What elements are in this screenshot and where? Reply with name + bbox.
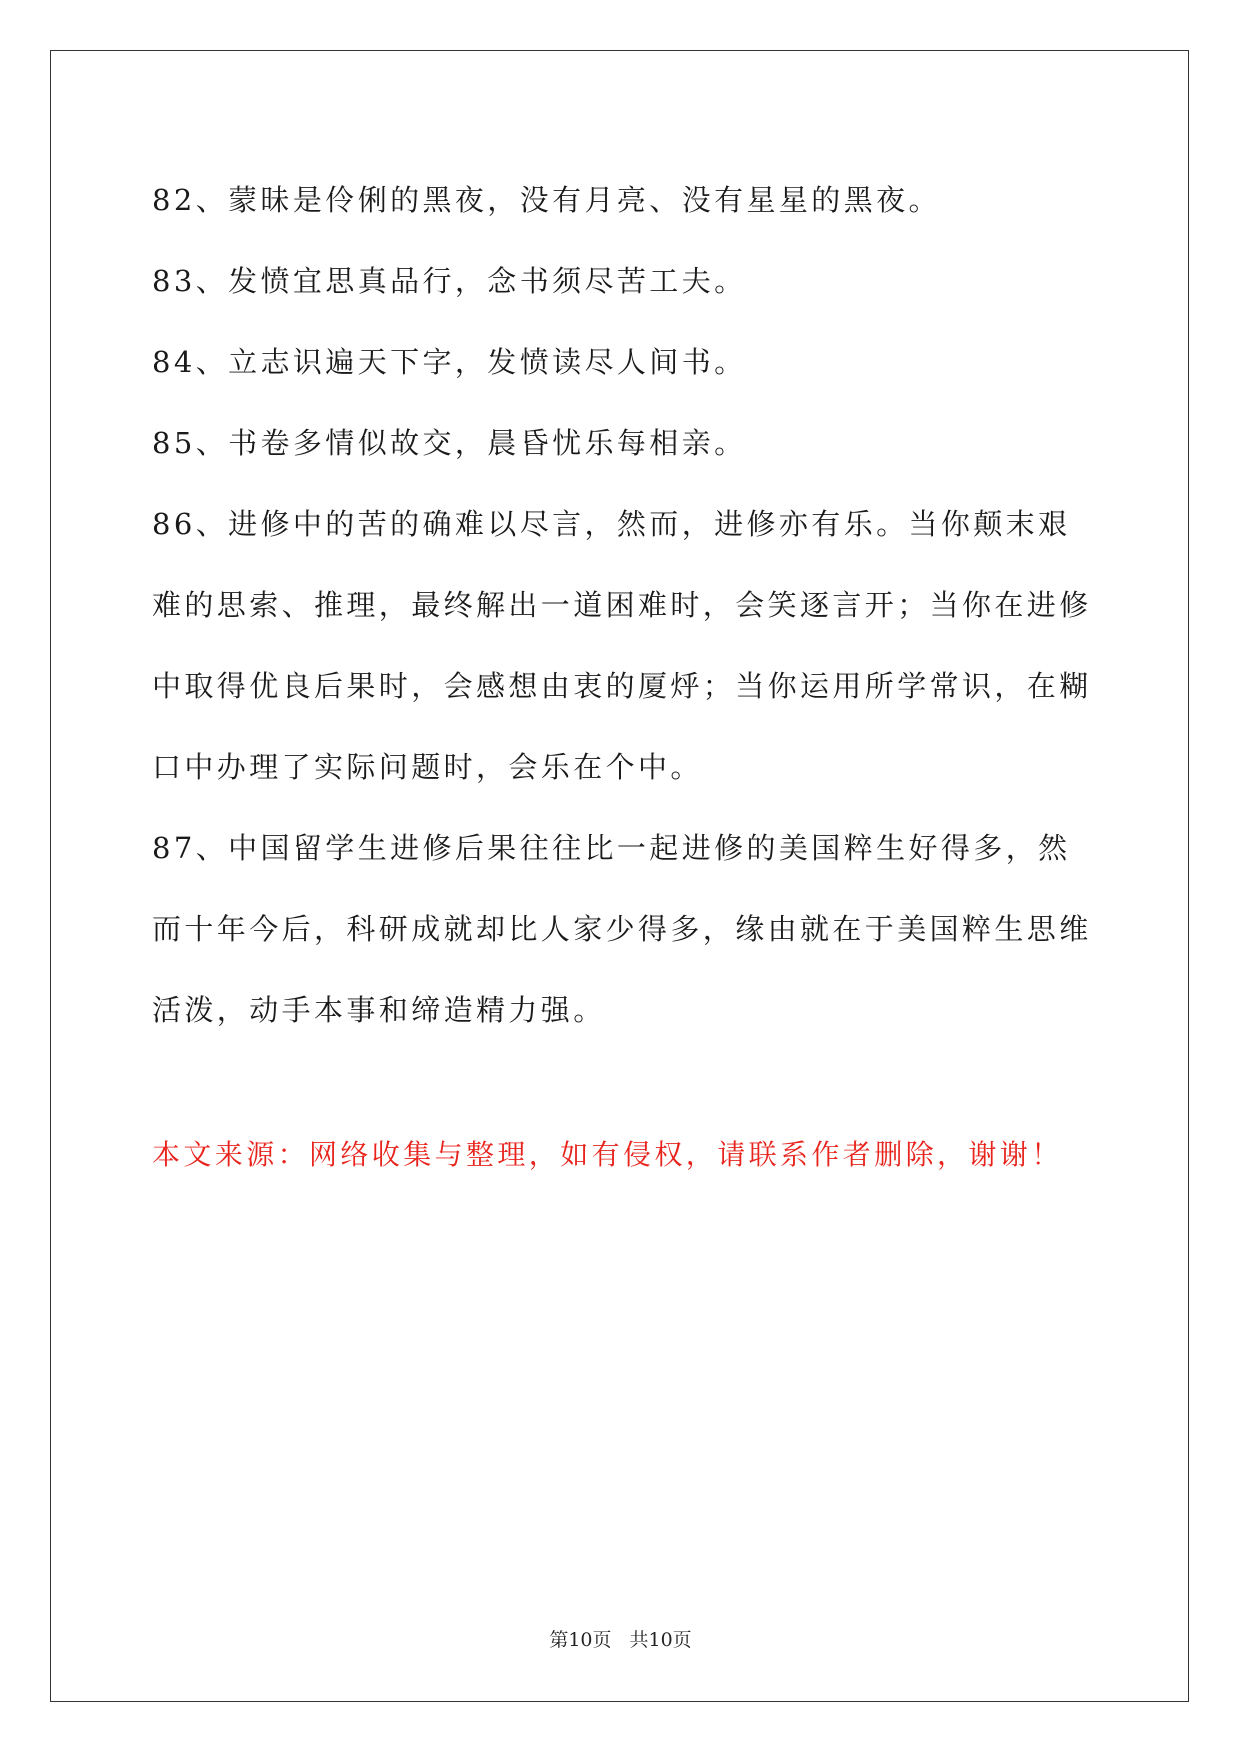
paragraph-83: 83、发愤宜思真品行，念书须尽苦工夫。: [152, 264, 747, 298]
total-pages-label: 共10页: [629, 1629, 692, 1651]
paragraph-82: 82、蒙昧是伶俐的黑夜，没有月亮、没有星星的黑夜。: [152, 183, 941, 217]
paragraph-87: 87、中国留学生进修后果往往比一起进修的美国粹生好得多，然而十年今后，科研成就却比人家少得多，缘由就在于美国粹生思维活泼，动手本事和缔造精力强。: [152, 831, 1092, 1027]
paragraph-85: 85、书卷多情似故交，晨昏忧乐每相亲。: [152, 426, 747, 460]
page-footer: [0, 1625, 1241, 1652]
paragraph-86: 86、进修中的苦的确难以尽言，然而，进修亦有乐。当你颠末艰难的思索、推理，最终解出一道困难时，会笑逐言开；当你在进修中取得优良后果时，会感想由衷的厦烀；当你运用所学常识，在糊口中办理了实际问题时，会乐在个中。: [152, 507, 1092, 784]
current-page-label: 第10页: [549, 1629, 612, 1651]
paragraph-84: 84、立志识遍天下字，发愤读尽人间书。: [152, 345, 747, 379]
source-note: 本文来源：网络收集与整理，如有侵权，请联系作者删除，谢谢！: [152, 1138, 1063, 1171]
